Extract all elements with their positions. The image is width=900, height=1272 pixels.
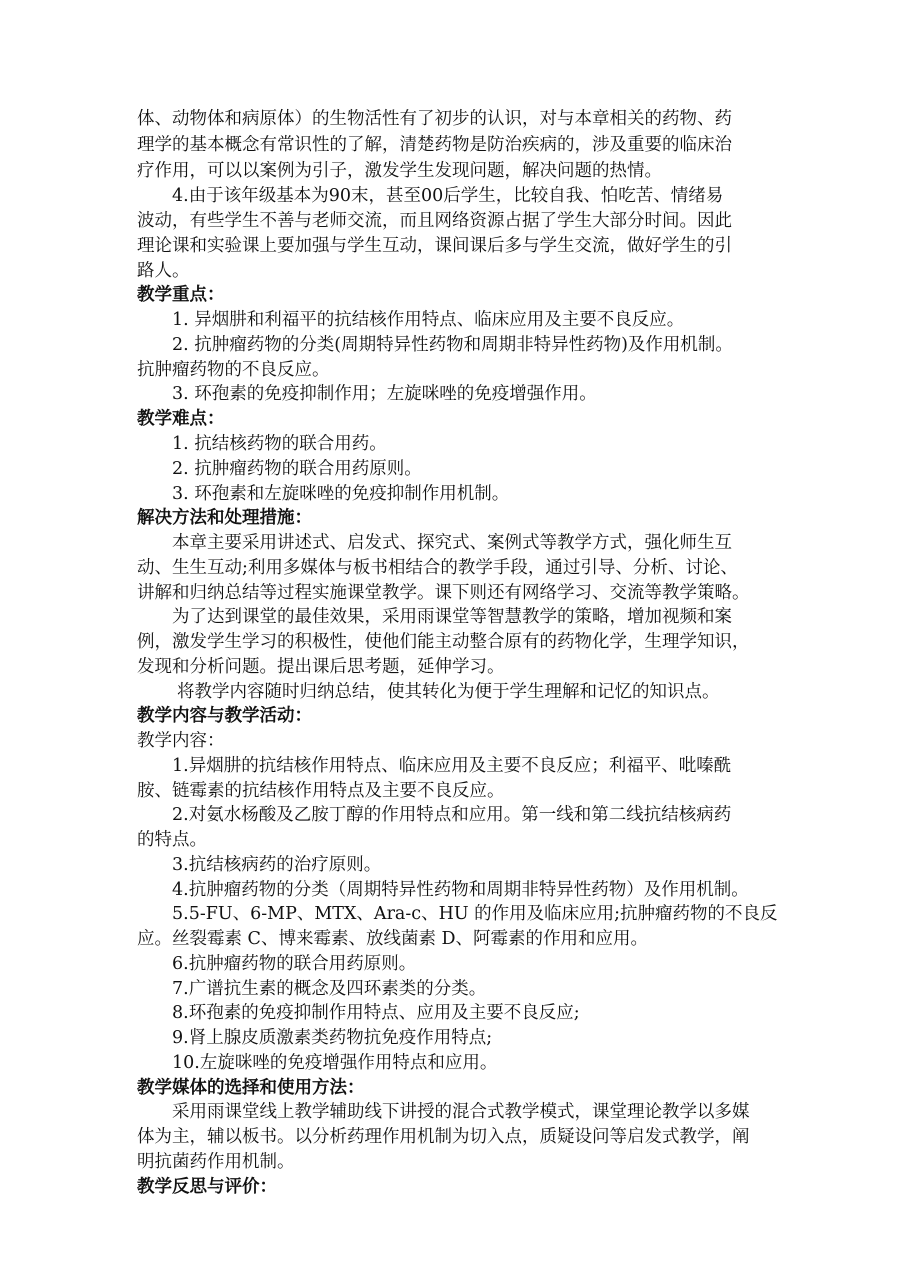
text-line: 为了达到课堂的最佳效果，采用雨课堂等智慧教学的策略，增加视频和案 <box>172 607 732 627</box>
text-line: 理学的基本概念有常识性的了解，清楚药物是防治疾病的，涉及重要的临床治 <box>137 135 732 155</box>
section-heading: 教学重点： <box>137 285 225 305</box>
text-line: 发现和分析问题。提出课后思考题，延伸学习。 <box>137 657 505 677</box>
section-heading: 教学内容与教学活动： <box>137 706 312 726</box>
list-item: 8.环孢素的免疫抑制作用特点、应用及主要不良反应; <box>172 1003 580 1023</box>
list-item: 3.抗结核病药的治疗原则。 <box>172 855 382 875</box>
list-item: 1. 抗结核药物的联合用药。 <box>172 434 387 454</box>
list-item: 9.肾上腺皮质激素类药物抗免疫作用特点; <box>172 1028 493 1048</box>
list-item: 4.抗肿瘤药物的分类（周期特异性药物和周期非特异性药物）及作用机制。 <box>172 880 749 900</box>
text-line: 抗肿瘤药物的不良反应。 <box>137 360 330 380</box>
section-heading: 教学难点： <box>137 409 225 429</box>
section-heading: 教学媒体的选择和使用方法： <box>137 1078 365 1098</box>
text-line: 例，激发学生学习的积极性，使他们能主动整合原有的药物化学，生理学知识， <box>137 632 750 652</box>
list-item: 1.异烟肼的抗结核作用特点、临床应用及主要不良反应；利福平、吡嗪酰 <box>172 756 732 776</box>
list-item: 3. 环孢素的免疫抑制作用；左旋咪唑的免疫增强作用。 <box>172 384 597 404</box>
text-line: 采用雨课堂线上教学辅助线下讲授的混合式教学模式，课堂理论教学以多媒 <box>172 1102 750 1122</box>
text-line: 明抗菌药作用机制。 <box>137 1152 295 1172</box>
text-line: 疗作用，可以以案例为引子，激发学生发现问题，解决问题的热情。 <box>137 161 662 181</box>
text-line: 本章主要采用讲述式、启发式、探究式、案例式等教学方式，强化师生互 <box>172 533 732 553</box>
section-heading: 解决方法和处理措施： <box>137 508 312 528</box>
list-item: 2.对氨水杨酸及乙胺丁醇的作用特点和应用。第一线和第二线抗结核病药 <box>172 805 732 825</box>
subheading: 教学内容： <box>137 731 225 751</box>
text-line: 胺、链霉素的抗结核作用特点及主要不良反应。 <box>137 781 505 801</box>
list-item: 10.左旋咪唑的免疫增强作用特点和应用。 <box>172 1053 498 1073</box>
list-item: 6.抗肿瘤药物的联合用药原则。 <box>172 954 417 974</box>
list-item: 1. 异烟肼和利福平的抗结核作用特点、临床应用及主要不良反应。 <box>172 310 685 330</box>
text-line: 将教学内容随时归纳总结，使其转化为便于学生理解和记忆的知识点。 <box>177 682 720 702</box>
text-line: 的特点。 <box>137 830 207 850</box>
list-item: 2. 抗肿瘤药物的联合用药原则。 <box>172 459 422 479</box>
list-item: 7.广谱抗生素的概念及四环素类的分类。 <box>172 979 487 999</box>
text-line: 动、生生互动;利用多媒体与板书相结合的教学手段，通过引导、分析、讨论、 <box>137 558 738 578</box>
section-heading: 教学反思与评价： <box>137 1177 277 1197</box>
text-line: 路人。 <box>137 261 190 281</box>
text-line: 4.由于该年级基本为90末，甚至00后学生，比较自我、怕吃苦、情绪易 <box>172 186 724 206</box>
list-item: 5.5-FU、6-MP、MTX、Ara-c、HU 的作用及临床应用;抗肿瘤药物的不良反 <box>172 904 778 924</box>
text-line: 讲解和归纳总结等过程实施课堂教学。课下则还有网络学习、交流等教学策略。 <box>137 583 750 603</box>
text-line: 体、动物体和病原体）的生物活性有了初步的认识，对与本章相关的药物、药 <box>137 109 732 129</box>
text-line: 应。丝裂霉素 C、博来霉素、放线菌素 D、阿霉素的作用和应用。 <box>137 929 649 949</box>
text-line: 理论课和实验课上要加强与学生互动，课间课后多与学生交流，做好学生的引 <box>137 236 732 256</box>
list-item: 2. 抗肿瘤药物的分类(周期特异性药物和周期非特异性药物)及作用机制。 <box>172 335 733 355</box>
text-line: 波动，有些学生不善与老师交流，而且网络资源占据了学生大部分时间。因此 <box>137 211 732 231</box>
text-line: 体为主，辅以板书。以分析药理作用机制为切入点，质疑设问等启发式教学，阐 <box>137 1127 750 1147</box>
list-item: 3. 环孢素和左旋咪唑的免疫抑制作用机制。 <box>172 484 510 504</box>
